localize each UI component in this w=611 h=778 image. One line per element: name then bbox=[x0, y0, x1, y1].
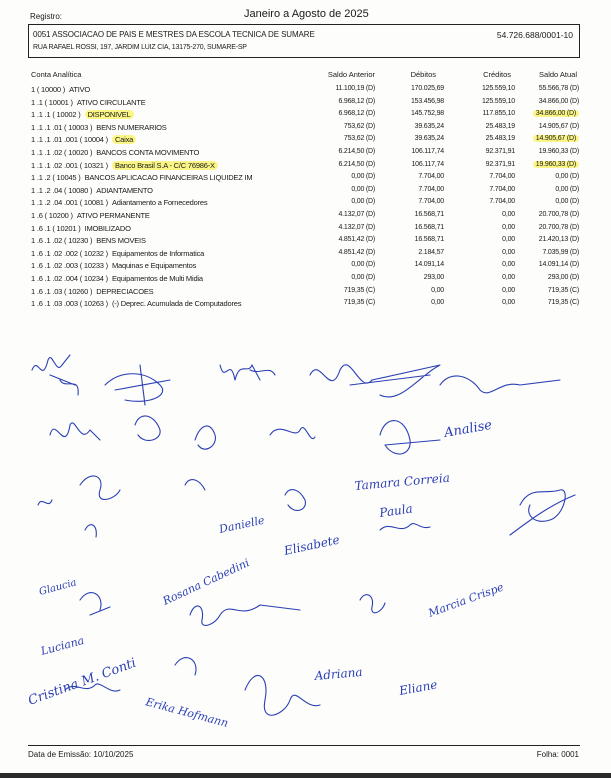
saldo-atual-cell: 55.566,78 (D) bbox=[538, 85, 579, 92]
saldo-anterior-cell: 4.851,42 (D) bbox=[338, 248, 375, 256]
account-name: BENS MOVEIS bbox=[96, 236, 146, 246]
saldo-atual-cell: 14.905,67 (D) bbox=[533, 135, 579, 142]
account-cell bbox=[31, 173, 252, 182]
signature-mark bbox=[38, 500, 52, 505]
account-cell bbox=[31, 186, 153, 195]
creditos-cell: 0,00 bbox=[502, 261, 515, 269]
handwritten-name-marcia: Marcia Crispe bbox=[426, 580, 506, 620]
account-code: 1 .6 .1 .02 .002 ( 10232 ) bbox=[31, 248, 108, 258]
saldo-anterior-cell: 6.214,50 (D) bbox=[338, 160, 375, 168]
debitos-cell: 106.117,74 bbox=[411, 148, 444, 155]
signature-mark bbox=[135, 416, 160, 441]
saldo-atual-cell: 14.905,67 (D) bbox=[538, 122, 579, 130]
account-code: 1 .1 .2 .04 .001 ( 10081 ) bbox=[31, 198, 108, 208]
saldo-atual-cell: 0,00 (D) bbox=[555, 198, 579, 206]
signature-mark bbox=[510, 490, 575, 535]
account-code: 1 .6 .1 .02 .004 ( 10234 ) bbox=[31, 274, 108, 283]
creditos-cell: 0,00 bbox=[502, 274, 515, 281]
signature-mark bbox=[190, 605, 300, 625]
account-cell bbox=[31, 161, 218, 170]
creditos-cell: 0,00 bbox=[502, 299, 515, 307]
handwritten-name-adriana: Adriana bbox=[314, 664, 364, 683]
creditos-cell: 117.855,10 bbox=[482, 110, 515, 118]
signature-mark bbox=[50, 423, 100, 440]
account-cell bbox=[31, 236, 146, 245]
saldo-atual-cell: 293,00 (D) bbox=[547, 274, 579, 281]
signature-mark bbox=[220, 365, 275, 380]
signature-mark bbox=[85, 525, 96, 537]
debitos-cell: 16.568,71 bbox=[414, 211, 444, 218]
handwritten-name-cristina: Cristina M. Conti bbox=[26, 655, 139, 709]
saldo-anterior-cell: 6.214,50 (D) bbox=[338, 148, 375, 155]
saldo-atual-cell: 7.035,99 (D) bbox=[542, 248, 579, 256]
account-code: 1 .1 ( 10001 ) bbox=[31, 97, 73, 107]
saldo-atual-cell: 0,00 (D) bbox=[555, 173, 579, 181]
table-row bbox=[0, 223, 611, 235]
debitos-cell: 293,00 bbox=[423, 274, 444, 281]
issue-date: Data de Emissão: 10/10/2025 bbox=[28, 750, 134, 759]
account-cell bbox=[31, 85, 90, 94]
debitos-cell: 106.117,74 bbox=[411, 160, 444, 168]
account-cell bbox=[31, 110, 134, 119]
account-cell bbox=[31, 148, 199, 157]
handwritten-name-paula: Paula bbox=[378, 501, 414, 520]
creditos-cell: 7.704,00 bbox=[489, 185, 515, 193]
saldo-anterior-cell: 6.968,12 (D) bbox=[338, 110, 375, 118]
account-name: ATIVO bbox=[69, 85, 91, 94]
debitos-cell: 14.091,14 bbox=[414, 261, 444, 269]
account-name: BANCOS CONTA MOVIMENTO bbox=[96, 148, 200, 157]
debitos-cell: 7.704,00 bbox=[418, 185, 444, 193]
debitos-cell: 170.025,69 bbox=[410, 85, 444, 92]
saldo-anterior-cell: 719,35 (C) bbox=[343, 286, 375, 294]
signature-mark bbox=[380, 524, 430, 530]
account-name: Caixa bbox=[112, 135, 136, 144]
account-code: 1 .1 .1 .02 ( 10020 ) bbox=[31, 148, 93, 157]
account-cell bbox=[31, 287, 153, 296]
account-code: 1 .1 .2 .04 ( 10080 ) bbox=[31, 185, 93, 195]
account-name: BENS NUMERARIOS bbox=[96, 122, 167, 132]
account-code: 1 .1 .1 .02 .001 ( 10321 ) bbox=[31, 160, 108, 170]
saldo-atual-cell: 34.866,00 (D) bbox=[538, 97, 579, 105]
creditos-cell: 0,00 bbox=[502, 286, 515, 294]
debitos-cell: 2.184,57 bbox=[418, 248, 444, 256]
column-header-account: Conta Analítica bbox=[31, 70, 82, 79]
saldo-anterior-cell: 11.100,19 (D) bbox=[335, 85, 375, 92]
account-name: Equipamentos de Informatica bbox=[111, 248, 205, 258]
saldo-atual-cell: 34.866,00 (D) bbox=[533, 110, 579, 117]
table-row bbox=[0, 248, 611, 260]
table-row bbox=[0, 260, 611, 272]
debitos-cell: 16.568,71 bbox=[414, 223, 444, 231]
account-cell bbox=[31, 299, 241, 308]
table-row bbox=[0, 273, 611, 285]
table-row bbox=[0, 235, 611, 247]
column-header-saldo-atual: Saldo Atual bbox=[539, 70, 577, 79]
handwritten-name-rosana: Rosana Cabedini bbox=[160, 556, 252, 608]
debitos-cell: 145.752,98 bbox=[410, 110, 444, 118]
saldo-anterior-cell: 0,00 (D) bbox=[351, 261, 375, 269]
account-cell bbox=[31, 249, 204, 258]
account-cell bbox=[31, 211, 150, 220]
registro-label: Registro: bbox=[30, 12, 63, 21]
debitos-cell: 39.635,24 bbox=[414, 135, 444, 143]
account-name: ATIVO PERMANENTE bbox=[76, 211, 150, 220]
signature-mark bbox=[440, 376, 560, 393]
debitos-cell: 7.704,00 bbox=[418, 198, 444, 206]
table-row bbox=[0, 197, 611, 209]
account-name: DISPONIVEL bbox=[85, 110, 134, 119]
saldo-anterior-cell: 753,62 (D) bbox=[343, 135, 375, 143]
handwritten-name-luciana: Luciana bbox=[39, 633, 86, 658]
creditos-cell: 25.483,19 bbox=[485, 135, 515, 143]
saldo-anterior-cell: 4.132,07 (D) bbox=[338, 223, 375, 231]
creditos-cell: 125.559,10 bbox=[481, 97, 515, 105]
account-code: 1 .6 .1 .02 ( 10230 ) bbox=[31, 236, 93, 246]
creditos-cell: 92.371,91 bbox=[485, 160, 515, 168]
account-name: Banco Brasil S.A - C/C 76986-X bbox=[112, 161, 218, 170]
debitos-cell: 153.456,98 bbox=[410, 97, 444, 105]
institution-cnpj: 54.726.688/0001-10 bbox=[496, 30, 573, 40]
account-code: 1 .6 .1 .02 .003 ( 10233 ) bbox=[31, 261, 108, 271]
column-header-creditos: Créditos bbox=[483, 70, 511, 79]
handwritten-name-daniele: Danielle bbox=[217, 513, 266, 536]
table-row bbox=[0, 185, 611, 197]
saldo-atual-cell: 21.420,13 (D) bbox=[538, 236, 579, 244]
creditos-cell: 125.559,10 bbox=[481, 85, 515, 92]
account-cell bbox=[31, 224, 131, 233]
institution-header-box bbox=[28, 24, 580, 58]
account-name: Adiantamento a Fornecedores bbox=[111, 198, 208, 208]
saldo-atual-cell: 0,00 (D) bbox=[555, 185, 579, 193]
signature-mark bbox=[360, 595, 385, 613]
table-row bbox=[0, 122, 611, 134]
account-name: BANCOS APLICACAO FINANCEIRAS LIQUIDEZ IM bbox=[84, 173, 253, 183]
creditos-cell: 0,00 bbox=[502, 223, 515, 231]
account-code: 1 .6 .1 .03 .003 ( 10263 ) bbox=[31, 299, 108, 309]
saldo-anterior-cell: 0,00 (D) bbox=[351, 198, 375, 206]
signature-mark bbox=[80, 476, 120, 500]
institution-name: 0051 ASSOCIACAO DE PAIS E MESTRES DA ESCOLA TECNICA DE SUMARE bbox=[33, 30, 315, 39]
saldo-anterior-cell: 753,62 (D) bbox=[343, 122, 375, 130]
handwritten-name-elisabete: Elisabete bbox=[282, 532, 341, 558]
institution-address: RUA RAFAEL ROSSI, 197, JARDIM LUIZ CIA, 13175-270, SUMARE-SP bbox=[33, 44, 247, 51]
saldo-anterior-cell: 4.851,42 (D) bbox=[338, 236, 375, 244]
saldo-anterior-cell: 0,00 (D) bbox=[351, 274, 375, 281]
table-row bbox=[0, 298, 611, 310]
account-cell bbox=[31, 261, 196, 270]
signature-mark bbox=[270, 428, 315, 439]
account-name: IMOBILIZADO bbox=[84, 223, 131, 233]
creditos-cell: 92.371,91 bbox=[485, 148, 515, 155]
account-code: 1 .1 .1 ( 10002 ) bbox=[31, 110, 81, 120]
table-row bbox=[0, 97, 611, 109]
creditos-cell: 0,00 bbox=[502, 211, 515, 218]
debitos-cell: 0,00 bbox=[431, 286, 444, 294]
saldo-atual-cell: 20.700,78 (D) bbox=[538, 211, 579, 218]
debitos-cell: 7.704,00 bbox=[418, 173, 444, 181]
footer-divider bbox=[28, 745, 580, 746]
signatures-area bbox=[20, 345, 595, 745]
signature-mark bbox=[245, 676, 320, 716]
account-code: 1 ( 10000 ) bbox=[31, 85, 66, 94]
creditos-cell: 25.483,19 bbox=[485, 122, 515, 130]
creditos-cell: 0,00 bbox=[502, 236, 515, 244]
account-name: (-) Deprec. Acumulada de Computadores bbox=[111, 299, 242, 309]
signature-mark bbox=[80, 593, 110, 615]
handwritten-name-erika: Erika Hofmann bbox=[144, 695, 230, 730]
saldo-atual-cell: 719,35 (C) bbox=[547, 299, 579, 307]
column-header-saldo-anterior: Saldo Anterior bbox=[327, 70, 375, 79]
debitos-cell: 39.635,24 bbox=[414, 122, 444, 130]
handwritten-name-eliane: Eliane bbox=[398, 677, 439, 698]
signature-mark bbox=[310, 365, 440, 397]
account-cell bbox=[31, 198, 207, 207]
signature-mark bbox=[185, 480, 205, 490]
account-name: ADIANTAMENTO bbox=[96, 185, 153, 195]
account-name: Maquinas e Equipamentos bbox=[111, 261, 197, 271]
report-period: Janeiro a Agosto de 2025 bbox=[244, 8, 369, 20]
account-code: 1 .1 .1 .01 ( 10003 ) bbox=[31, 122, 93, 132]
account-name: Equipamentos de Multi Midia bbox=[111, 274, 203, 283]
account-code: 1 .1 .1 .01 .001 ( 10004 ) bbox=[31, 135, 108, 145]
signature-mark bbox=[32, 355, 78, 395]
scan-bottom-edge bbox=[0, 773, 611, 778]
account-name: ATIVO CIRCULANTE bbox=[76, 97, 146, 107]
table-row bbox=[0, 84, 611, 96]
page-number: Folha: 0001 bbox=[536, 750, 579, 759]
table-row bbox=[0, 147, 611, 159]
handwritten-name-tamara: Tamara Correia bbox=[354, 470, 451, 493]
table-row bbox=[0, 210, 611, 222]
table-row bbox=[0, 109, 611, 121]
account-cell bbox=[31, 135, 136, 144]
signature-mark bbox=[105, 365, 170, 405]
column-header-debitos: Débitos bbox=[410, 70, 436, 79]
table-row bbox=[0, 134, 611, 146]
saldo-anterior-cell: 4.132,07 (D) bbox=[338, 211, 375, 218]
saldo-atual-cell: 14.091,14 (D) bbox=[538, 261, 579, 269]
signature-mark bbox=[195, 426, 215, 449]
saldo-anterior-cell: 6.968,12 (D) bbox=[338, 97, 375, 105]
account-code: 1 .6 .1 .03 ( 10260 ) bbox=[31, 286, 93, 296]
saldo-atual-cell: 20.700,78 (D) bbox=[538, 223, 579, 231]
saldo-anterior-cell: 0,00 (D) bbox=[351, 173, 375, 181]
account-code: 1 .1 .2 ( 10045 ) bbox=[31, 173, 81, 183]
handwritten-name-analise: Analise bbox=[443, 417, 494, 441]
account-cell bbox=[31, 98, 146, 107]
signature-mark bbox=[175, 658, 196, 675]
handwritten-name-glaucia: Glaucia bbox=[37, 577, 78, 598]
signature-mark bbox=[380, 421, 440, 454]
account-cell bbox=[31, 274, 203, 283]
saldo-atual-cell: 719,35 (C) bbox=[547, 286, 579, 294]
account-cell bbox=[31, 123, 167, 132]
saldo-anterior-cell: 0,00 (D) bbox=[351, 185, 375, 193]
saldo-atual-cell: 19.960,33 (D) bbox=[533, 161, 579, 168]
saldo-atual-cell: 19.960,33 (D) bbox=[538, 148, 579, 155]
account-code: 1 .6 ( 10200 ) bbox=[31, 211, 73, 220]
saldo-anterior-cell: 719,35 (C) bbox=[343, 299, 375, 307]
table-row bbox=[0, 172, 611, 184]
creditos-cell: 7.704,00 bbox=[489, 173, 515, 181]
creditos-cell: 0,00 bbox=[502, 248, 515, 256]
creditos-cell: 7.704,00 bbox=[489, 198, 515, 206]
account-name: DEPRECIACOES bbox=[96, 286, 154, 296]
account-code: 1 .6 .1 ( 10201 ) bbox=[31, 223, 81, 233]
table-row bbox=[0, 160, 611, 172]
signature-mark bbox=[285, 490, 305, 511]
table-row bbox=[0, 286, 611, 298]
debitos-cell: 16.568,71 bbox=[414, 236, 444, 244]
debitos-cell: 0,00 bbox=[431, 299, 444, 307]
